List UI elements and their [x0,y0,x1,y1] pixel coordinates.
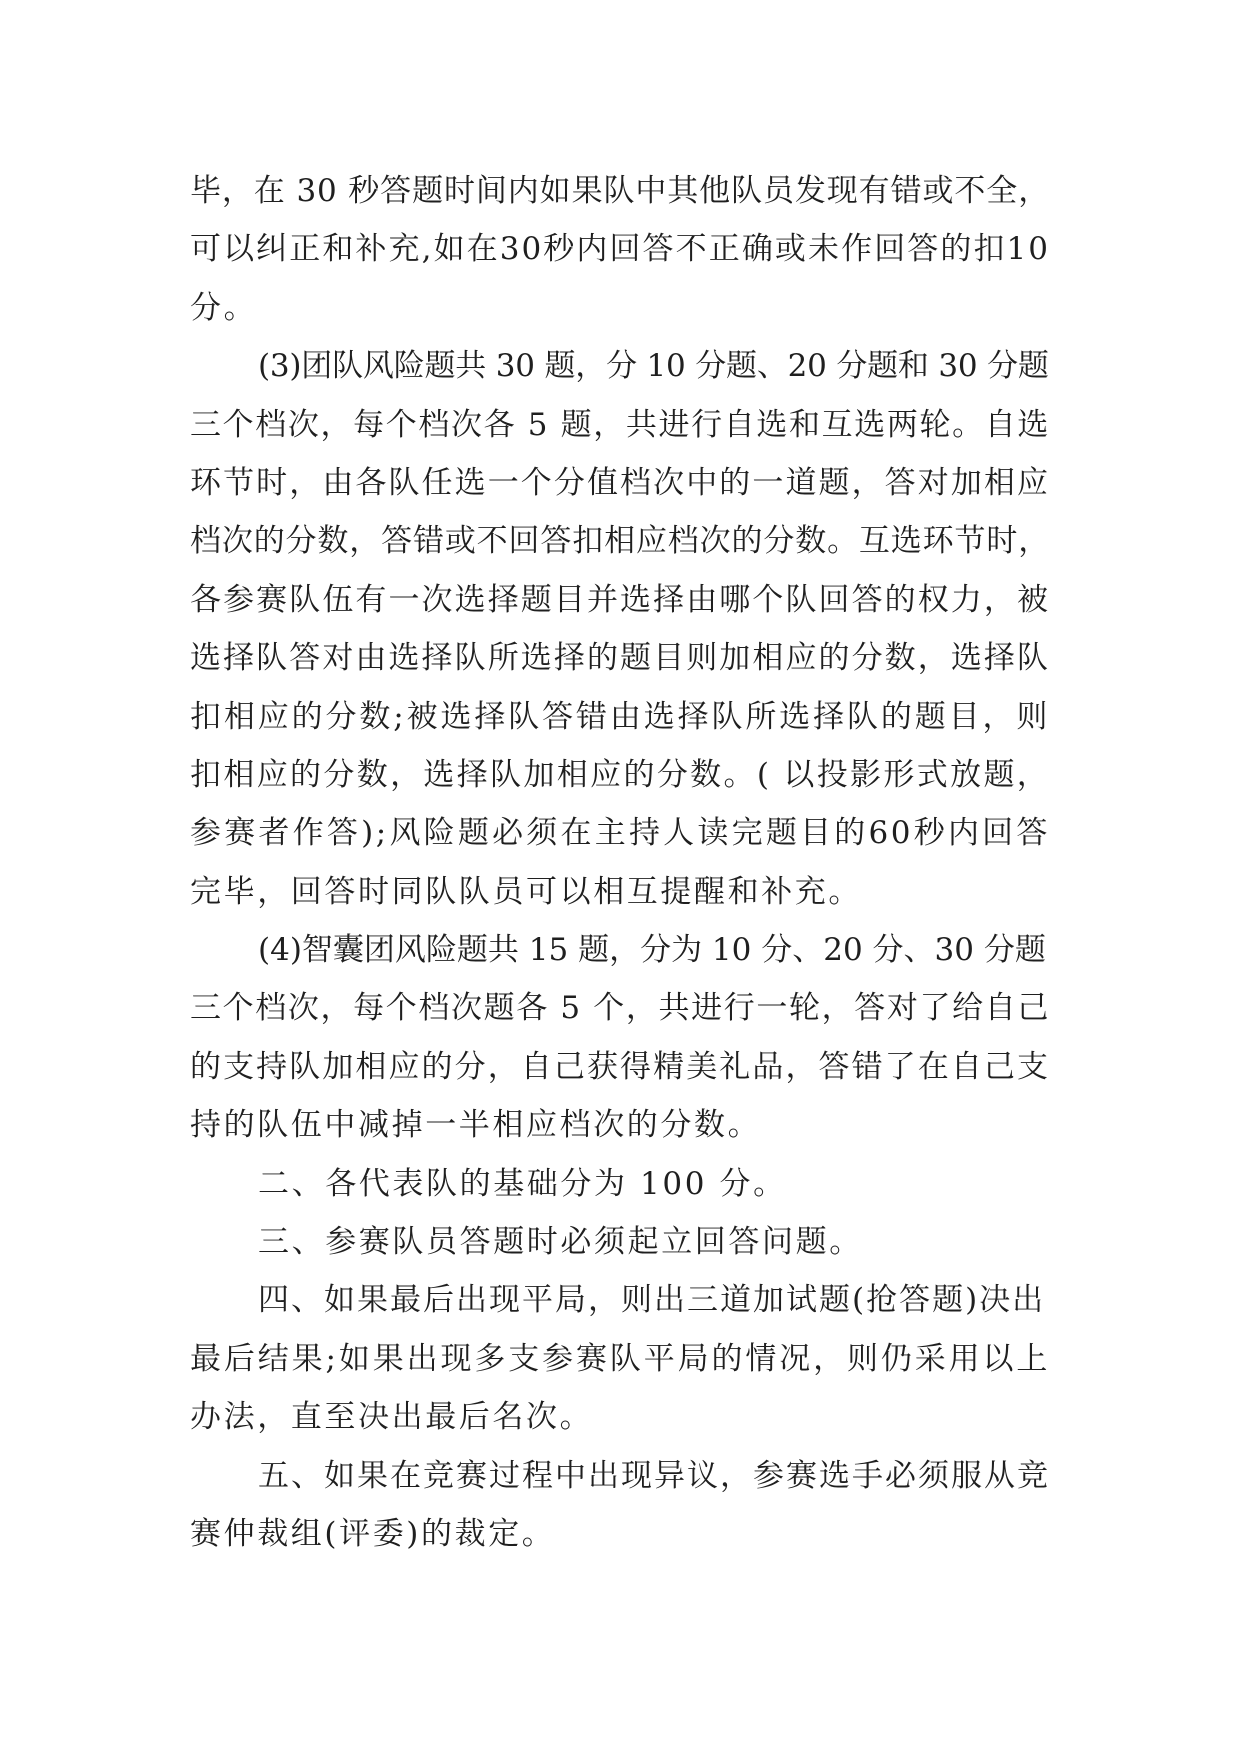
text-line: 三个档次，每个档次题各 5 个，共进行一轮，答对了给自己 [190,990,1050,1027]
text-line: 扣相应的分数，选择队加相应的分数。( 以投影形式放题， [190,756,1050,793]
paragraph-2 [190,337,1050,921]
paragraph-1 [190,162,1050,337]
paragraph-5 [190,1213,1050,1271]
text-line: 最后结果;如果出现多支参赛队平局的情况，则仍采用以上 [190,1340,1050,1377]
text-line: (4)智囊团风险题共 15 题，分为 10 分、20 分、30 分题 [258,932,1046,969]
text-line: 毕，在 30 秒答题时间内如果队中其他队员发现有错或不全， [190,173,1050,209]
text-line: 档次的分数，答错或不回答扣相应档次的分数。互选环节时， [190,523,1050,560]
text-line: 三个档次，每个档次各 5 题，共进行自选和互选两轮。自选 [190,406,1050,443]
document-body [190,162,1050,1563]
text-line: 可以纠正和补充,如在30秒内回答不正确或未作回答的扣10 [190,231,1050,268]
text-line: 各参赛队伍有一次选择题目并选择由哪个队回答的权力，被 [190,581,1050,618]
text-line: 完毕，回答时同队队员可以相互提醒和补充。 [190,873,862,910]
text-line: 分。 [190,289,258,326]
text-line: 环节时，由各队任选一个分值档次中的一道题，答对加相应 [190,464,1050,501]
paragraph-7 [190,1447,1050,1564]
paragraph-3 [190,921,1050,1155]
paragraph-6 [190,1271,1050,1446]
paragraph-4 [190,1155,1050,1213]
text-line: 三、参赛队员答题时必须起立回答问题。 [258,1224,863,1261]
text-line: (3)团队风险题共 30 题，分 10 分题、20 分题和 30 分题 [258,348,1049,385]
text-line: 办法，直至决出最后名次。 [190,1399,594,1436]
text-line: 五、如果在竞赛过程中出现异议，参赛选手必须服从竞 [258,1457,1050,1494]
text-line: 赛仲裁组(评委)的裁定。 [190,1515,556,1552]
text-line: 四、如果最后出现平局，则出三道加试题(抢答题)决出 [258,1282,1046,1319]
text-line: 持的队伍中减掉一半相应档次的分数。 [190,1107,762,1144]
text-line: 扣相应的分数;被选择队答错由选择队所选择队的题目，则 [190,698,1050,735]
text-line: 选择队答对由选择队所选择的题目则加相应的分数，选择队 [190,640,1050,677]
text-line: 二、各代表队的基础分为 100 分。 [258,1165,787,1202]
text-line: 的支持队加相应的分，自己获得精美礼品，答错了在自己支 [190,1048,1050,1085]
text-line: 参赛者作答);风险题必须在主持人读完题目的60秒内回答 [190,815,1050,852]
